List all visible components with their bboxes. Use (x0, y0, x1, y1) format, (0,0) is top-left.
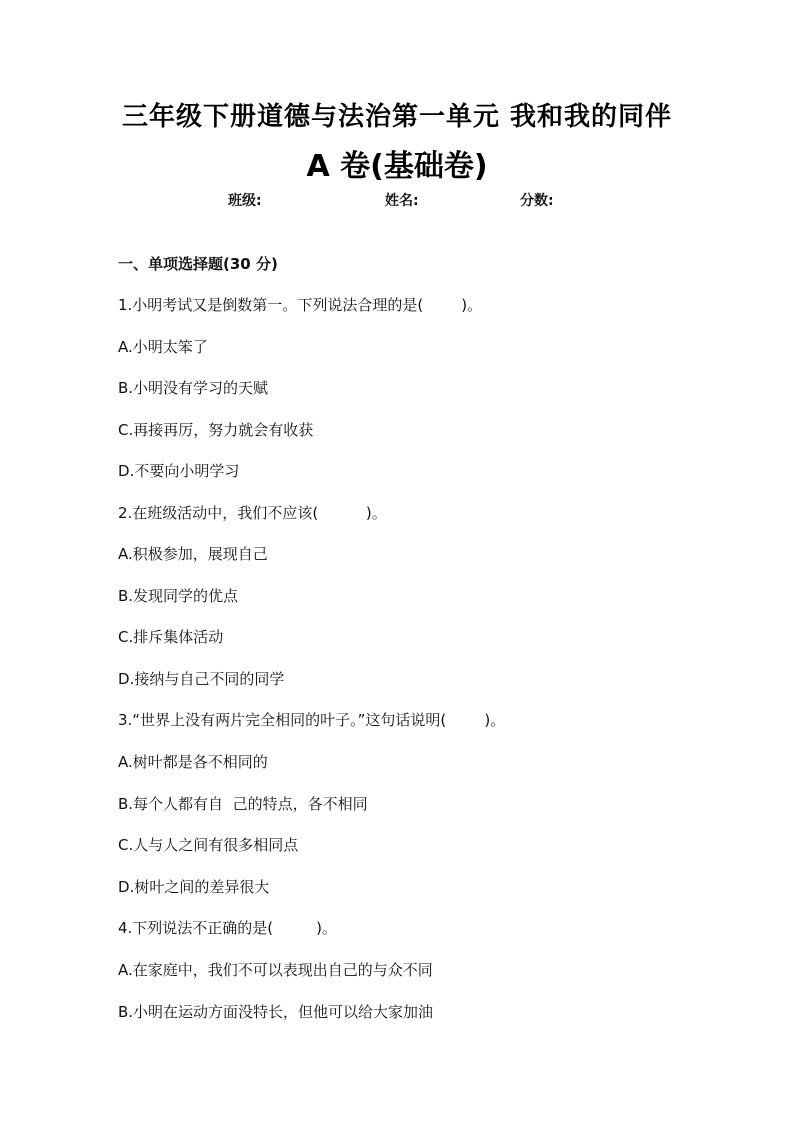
question-4-option-b: B.小明在运动方面没特长，但他可以给大家加油 (118, 1003, 434, 1021)
question-4-stem: 4.下列说法不正确的是( )。 (118, 919, 337, 937)
question-2-stem: 2.在班级活动中，我们不应该( )。 (118, 504, 387, 522)
question-1-stem: 1.小明考试又是倒数第一。下列说法合理的是( )。 (118, 296, 483, 314)
document-title: 三年级下册道德与法治第一单元 我和我的同伴 (121, 102, 673, 132)
question-3-option-c: C.人与人之间有很多相同点 (118, 836, 299, 854)
question-2-option-a: A.积极参加，展现自己 (118, 545, 268, 563)
question-3-stem: 3.“世界上没有两片完全相同的叶子。”这句话说明( )。 (118, 711, 506, 729)
question-2-option-d: D.接纳与自己不同的同学 (118, 670, 285, 688)
question-3-option-a: A.树叶都是各不相同的 (118, 753, 268, 771)
question-2-option-c: C.排斥集体活动 (118, 628, 224, 646)
question-1-option-c: C.再接再厉，努力就会有收获 (118, 421, 314, 439)
class-label: 班级: (228, 193, 262, 209)
question-2-option-b: B.发现同学的优点 (118, 587, 239, 605)
name-label: 姓名: (385, 193, 419, 209)
question-4-option-a: A.在家庭中，我们不可以表现出自己的与众不同 (118, 961, 433, 979)
question-3-option-d: D.树叶之间的差异很大 (118, 878, 270, 896)
question-3-option-b: B.每个人都有自 己的特点，各不相同 (118, 795, 368, 813)
student-info-row (0, 190, 794, 210)
score-label: 分数: (520, 193, 554, 209)
section-heading: 一、单项选择题(30 分) (118, 255, 278, 273)
question-1-option-b: B.小明没有学习的天赋 (118, 379, 269, 397)
question-1-option-a: A.小明太笨了 (118, 338, 208, 356)
document-subtitle: A 卷(基础卷) (306, 149, 488, 184)
question-1-option-d: D.不要向小明学习 (118, 462, 240, 480)
